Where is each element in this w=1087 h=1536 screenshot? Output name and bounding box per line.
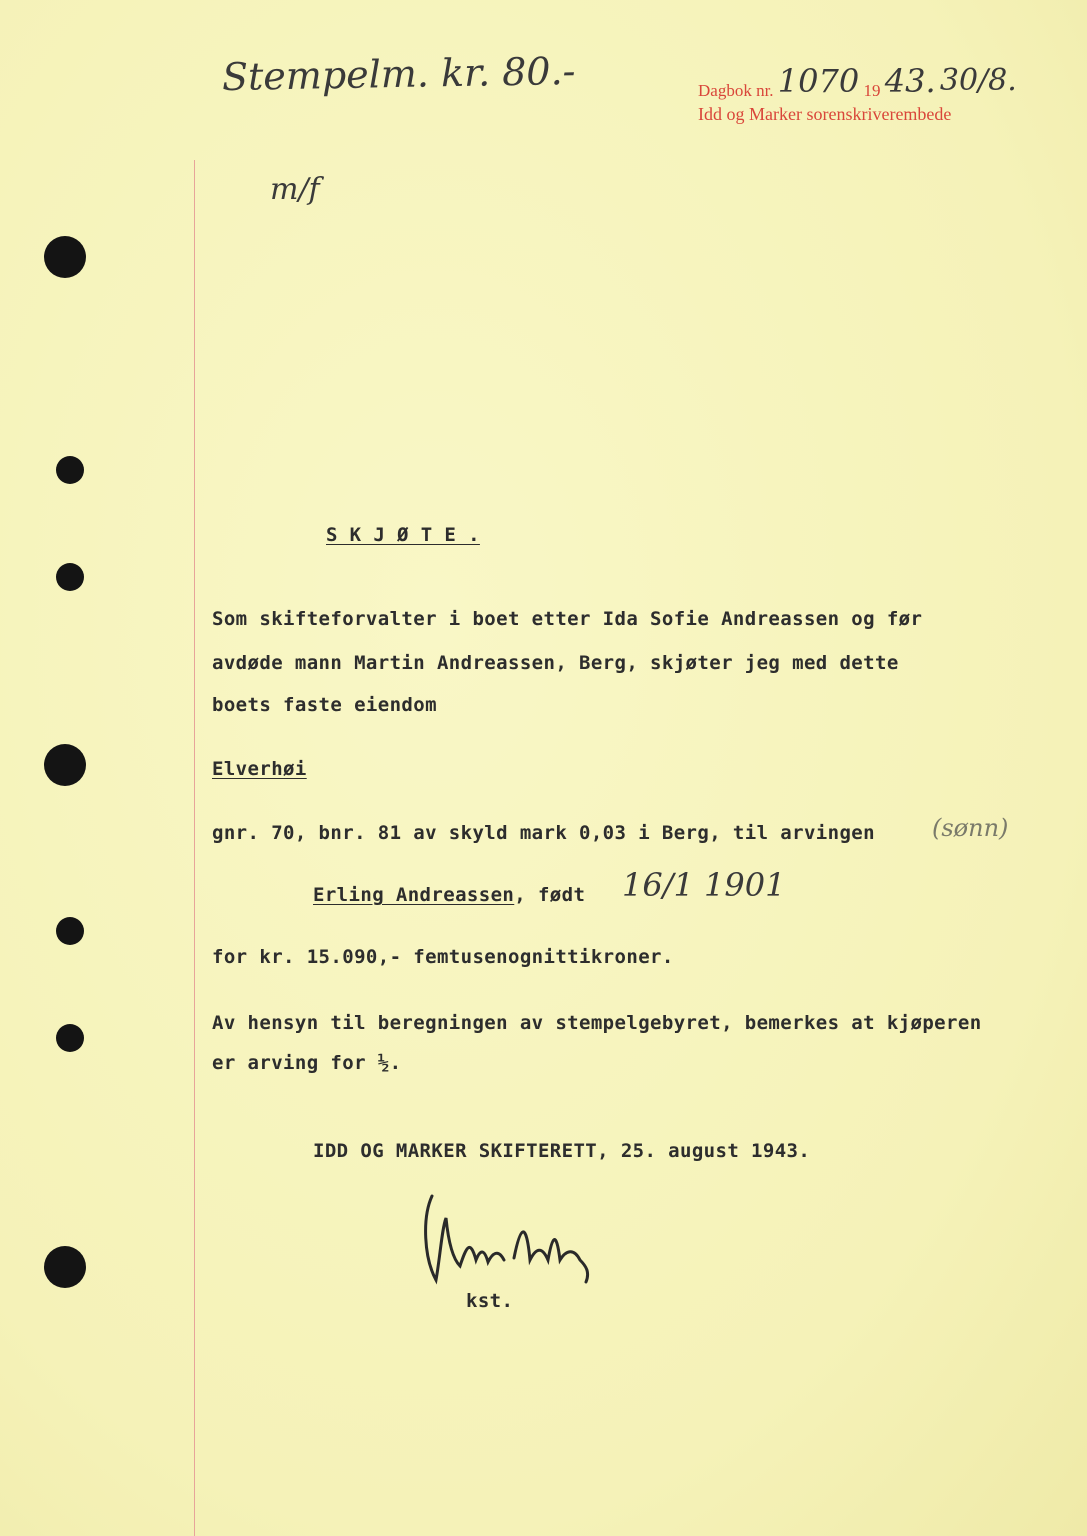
signature-title: kst. (466, 1290, 514, 1312)
year-prefix: 19 (863, 81, 881, 100)
paragraph-line: boets faste eiendom (212, 694, 437, 716)
paragraph-line: avdøde mann Martin Andreassen, Berg, skjøter jeg med dette (212, 652, 899, 674)
court-date-line: IDD OG MARKER SKIFTERETT, 25. august 1943. (313, 1140, 811, 1162)
dagbok-stamp (698, 62, 1017, 104)
property-name: Elverhøi (212, 758, 307, 780)
paragraph-line: Som skifteforvalter i boet etter Ida Sofie Andreassen og før (212, 608, 923, 630)
remark-line: Av hensyn til beregningen av stempelgebyret, bemerkes at kjøperen (212, 1012, 982, 1034)
remark-line: er arving for ½. (212, 1052, 402, 1074)
property-line: gnr. 70, bnr. 81 av skyld mark 0,03 i Berg, til arvingen (212, 822, 875, 844)
punch-hole (44, 744, 86, 786)
price-line: for kr. 15.090,- femtusenognittikroner. (212, 946, 674, 968)
punch-hole (44, 236, 86, 278)
handwritten-signature (418, 1188, 598, 1288)
heir-line (313, 884, 585, 906)
punch-hole (56, 456, 84, 484)
heir-birthdate-handwritten: 16/1 1901 (622, 866, 786, 904)
property-note-handwritten: (sønn) (932, 814, 1009, 842)
punch-hole (44, 1246, 86, 1288)
heir-born-label: , født (514, 884, 586, 906)
punch-hole (56, 563, 84, 591)
date-handwritten: 30/8. (939, 63, 1017, 98)
dagbok-label: Dagbok nr. (698, 81, 774, 100)
year-handwritten: 43. (884, 62, 936, 100)
punch-hole (56, 1024, 84, 1052)
heir-name: Erling Andreassen (313, 884, 515, 906)
dagbok-number: 1070 (777, 62, 860, 100)
handwritten-fee: Stempelm. kr. 80.- (221, 48, 576, 100)
margin-line (194, 160, 195, 1536)
document-title: S K J Ø T E . (326, 524, 480, 546)
handwritten-initials: m/f (270, 172, 320, 207)
punch-hole (56, 917, 84, 945)
office-stamp: Idd og Marker sorenskriverembede (698, 104, 952, 124)
